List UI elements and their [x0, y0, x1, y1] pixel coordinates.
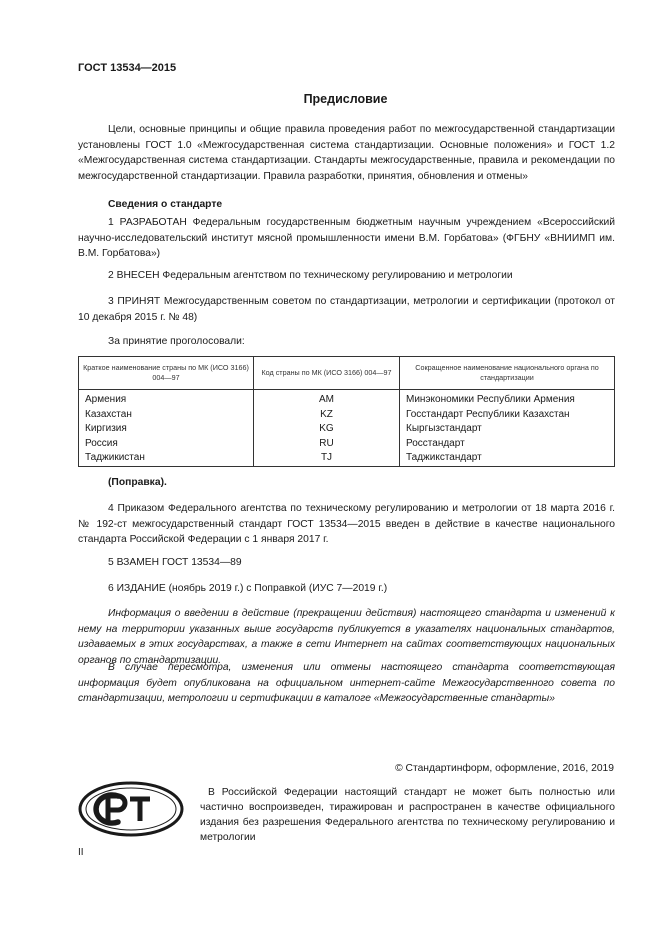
info-heading: Сведения о стандарте: [108, 199, 223, 210]
table-header-row: [79, 357, 615, 390]
notice-paragraph-2: В случае пересмотра, изменения или отмены настоящего стандарта соответствующая информация будет опубликована на официальном интернет-сайте Межгосударственного совета по стандартизации, метрологии и сертификации в каталоге «Межгосударственные стандарты»: [78, 662, 615, 704]
table-row: [79, 422, 615, 437]
country-name-cell: Таджикистан: [79, 451, 254, 466]
country-code-cell: AM: [254, 390, 400, 408]
national-body-cell: Кыргызстандарт: [400, 422, 615, 437]
table-row: [79, 390, 615, 408]
national-body-cell: Минэкономики Республики Армения: [400, 390, 615, 408]
national-body-cell: Таджикстандарт: [400, 451, 615, 466]
country-name-cell: Казахстан: [79, 408, 254, 423]
country-code-cell: TJ: [254, 451, 400, 466]
country-code-cell: RU: [254, 437, 400, 452]
voting-table: [78, 356, 615, 467]
intro-paragraph: Цели, основные принципы и общие правила проведения работ по межгосударственной стандартизации установлены ГОСТ 1.0 «Межгосударственная система стандартизации. Основные положения» и ГОСТ 1.2 «Межгосударственная система стандартизации. Стандарты межгосударственные, правила и рекомендации по межгосударственной стандартизации. Правила разработки, принятия, обновления и отмены»: [78, 124, 615, 182]
table-row: [79, 451, 615, 466]
item-6-paragraph: 6 ИЗДАНИЕ (ноябрь 2019 г.) с Поправкой (ИУС 7—2019 г.): [108, 583, 388, 594]
item-2-paragraph: 2 ВНЕСЕН Федеральным агентством по техническому регулированию и метрологии: [108, 270, 513, 281]
table-header-cell: Краткое наименование страны по МК (ИСО 3166) 004—97: [79, 357, 254, 390]
document-header-code: ГОСТ 13534—2015: [78, 62, 177, 74]
item-5-paragraph: 5 ВЗАМЕН ГОСТ 13534—89: [108, 557, 242, 568]
item-3-paragraph: 3 ПРИНЯТ Межгосударственным советом по стандартизации, метрологии и сертификации (протокол от 10 декабря 2015 г. № 48): [78, 296, 615, 323]
item-4-paragraph: 4 Приказом Федерального агентства по техническому регулированию и метрологии от 18 марта 2016 г. № 192-ст межгосударственный стандарт ГОСТ 13534—2015 введен в действие в качестве национального стандарта Российской Федерации с 1 января 2017 г.: [78, 503, 615, 545]
table-row: [79, 437, 615, 452]
section-title: Предисловие: [303, 92, 388, 106]
table-header-cell: Сокращенное наименование национального органа по стандартизации: [400, 357, 615, 390]
notice-paragraph-1: Информация о введении в действие (прекращении действия) настоящего стандарта и изменений к нему на территории указанных выше государств публикуется в указателях национальных стандартов, издаваемых в этих государствах, а также в сети Интернет на сайтах соответствующих национальных органов по стандартизации.: [78, 608, 615, 666]
national-body-cell: Госстандарт Республики Казахстан: [400, 408, 615, 423]
country-code-cell: KZ: [254, 408, 400, 423]
page-number: II: [78, 847, 84, 858]
item-1-paragraph: 1 РАЗРАБОТАН Федеральным государственным бюджетным научным учреждением «Всероссийский научно-исследовательский институт мясной промышленности имени В.М. Горбатова» (ФГБНУ «ВНИИМП им. В.М. Горбатова»): [78, 217, 615, 259]
country-name-cell: Киргизия: [79, 422, 254, 437]
amendment-note: (Поправка).: [108, 477, 167, 488]
country-code-cell: KG: [254, 422, 400, 437]
voted-label: За принятие проголосовали:: [108, 336, 245, 347]
rst-certification-logo: [78, 781, 184, 842]
copyright-notice: © Стандартинформ, оформление, 2016, 2019: [395, 763, 614, 774]
table-row: [79, 408, 615, 423]
national-body-cell: Росстандарт: [400, 437, 615, 452]
table-header-cell: Код страны по МК (ИСО 3166) 004—97: [254, 357, 400, 390]
rf-reproduction-notice: В Российской Федерации настоящий стандарт не может быть полностью или частично воспроизведен, тиражирован и распространен в качестве официального издания без разрешения Федерального агентства по техническому регулированию и метрологии: [200, 787, 615, 843]
country-name-cell: Армения: [79, 390, 254, 408]
rst-logo-icon: [78, 781, 184, 837]
country-name-cell: Россия: [79, 437, 254, 452]
